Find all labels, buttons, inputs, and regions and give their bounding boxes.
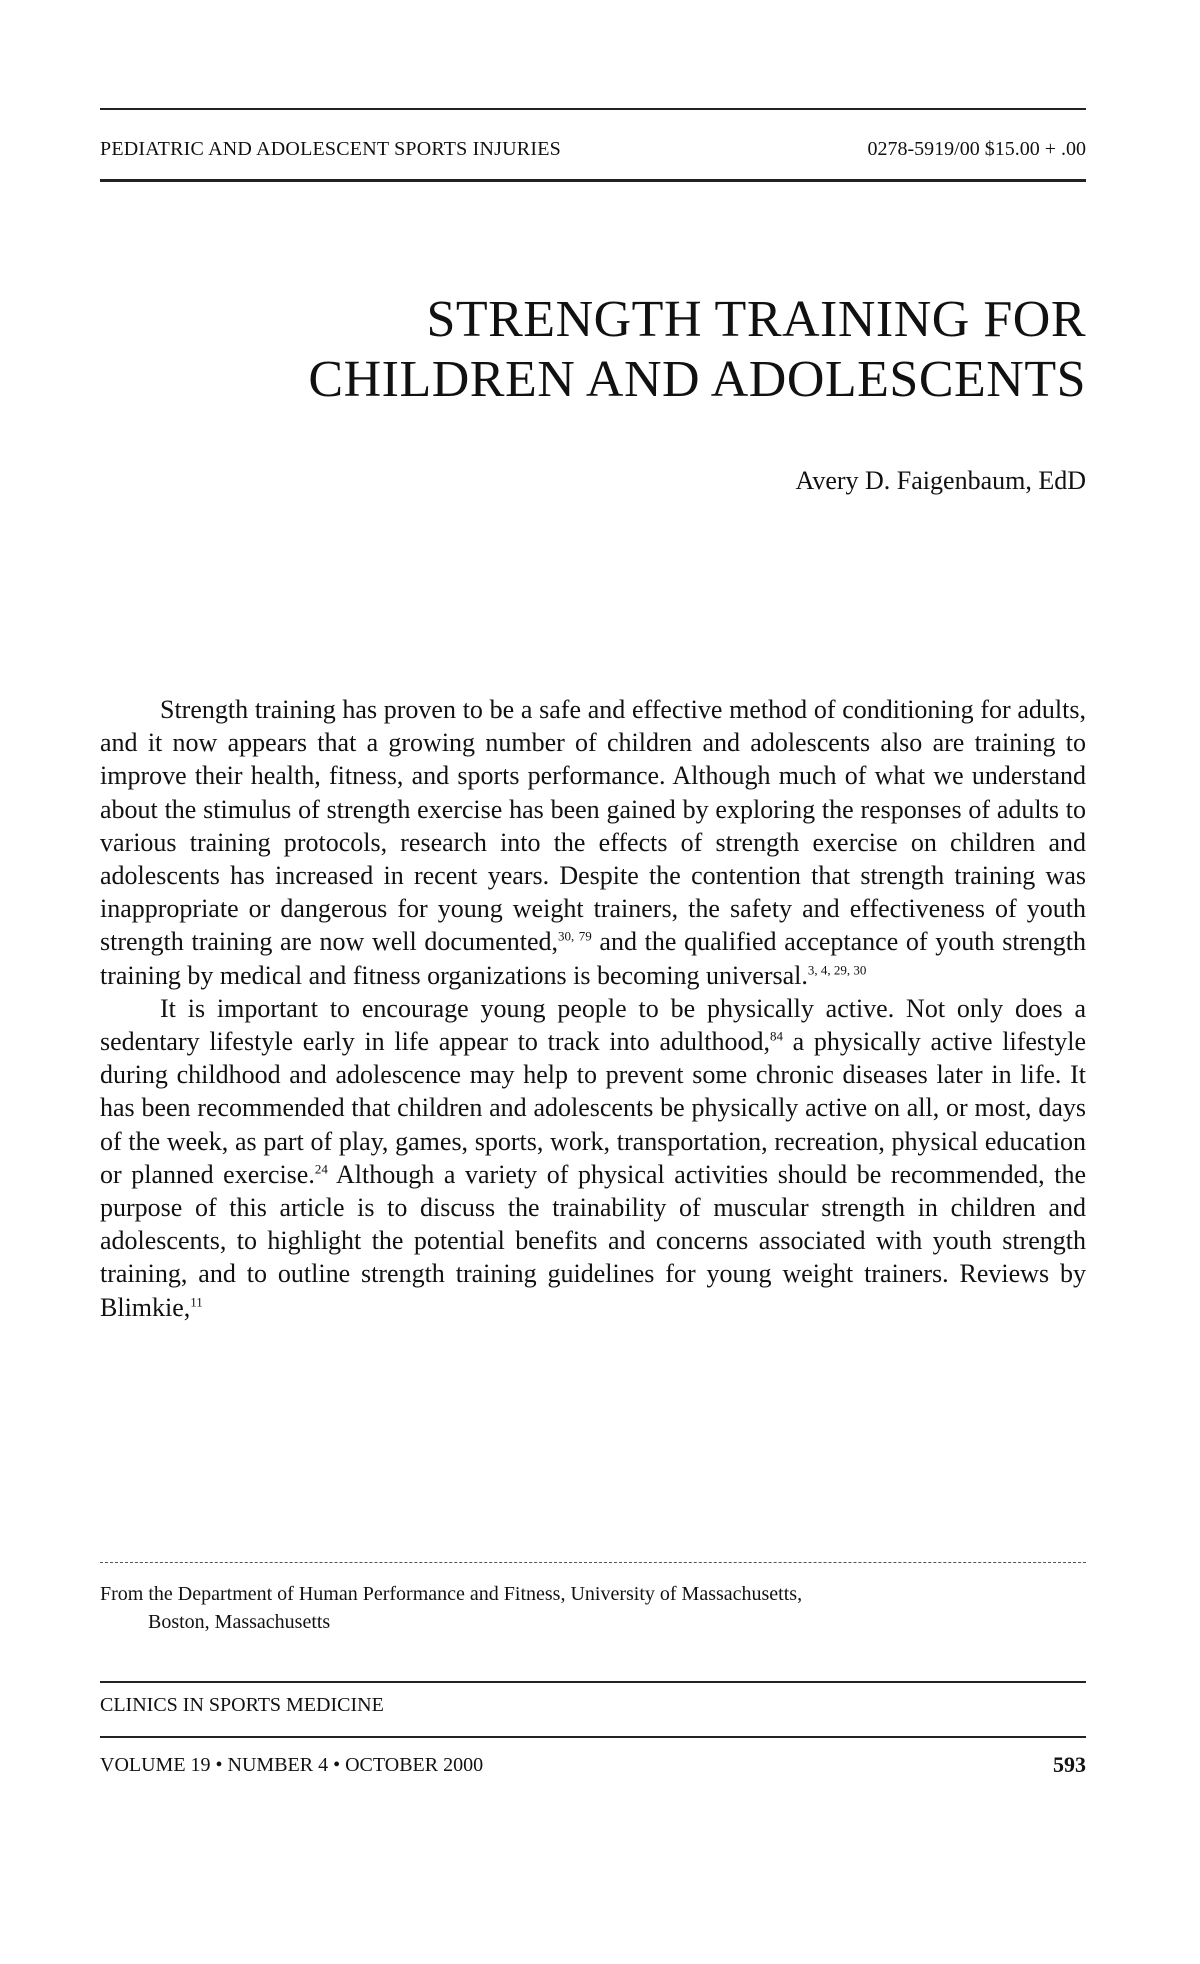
affiliation-footnote [100,1580,1086,1636]
page-number: 593 [1053,1752,1086,1777]
footer-rule-bottom [100,1736,1086,1738]
footnote-divider [100,1562,1086,1563]
paragraph-2 [100,992,1086,1324]
citation-ref: 84 [769,1028,783,1044]
title-line-1: STRENGTH TRAINING FOR [426,291,1086,348]
series-title: PEDIATRIC AND ADOLESCENT SPORTS INJURIES [100,138,561,160]
paragraph-2-text-cont: a physically active lifestyle during childhood and adolescence may help to prevent some chronic diseases later in life. It has been recommended that children and adolescents be physically active on all, or most, days of the week, as part of play, games, sports, work, transportation, recreation, physical education or planned exercise. [100,1027,1086,1189]
title-line-2: CHILDREN AND ADOLESCENTS [308,351,1086,408]
article-title [126,290,1086,410]
journal-name: CLINICS IN SPORTS MEDICINE [100,1694,384,1716]
volume-issue: VOLUME 19 • NUMBER 4 • OCTOBER 2000 [100,1754,484,1776]
paragraph-1-text: Strength training has proven to be a safe and effective method of conditioning for adults, and it now appears that a growing number of children and adolescents also are training to improve their health, fitness, and sports performance. Although much of what we understand about the stimulus of strength exercise has been gained by exploring the responses of adults to various training protocols, research into the effects of strength exercise on children and adolescents has increased in recent years. Despite the contention that strength training was inappropriate or dangerous for young weight trainers, the safety and effectiveness of youth strength training are now well documented, [100,695,1086,957]
citation-ref: 24 [314,1161,328,1177]
running-head [100,108,1086,182]
paragraph-1-text-cont: and the qualified acceptance of youth strength training by medical and fitness organizations is becoming universal. [100,927,1086,990]
citation-ref: 11 [190,1294,203,1309]
citation-ref: 30, 79 [558,928,592,944]
footer-rule-top [100,1681,1086,1683]
paragraph-2-text-end: Although a variety of physical activities should be recommended, the purpose of this article is to discuss the trainability of muscular strength in children and adolescents, to highlight the potential benefits and concerns associated with youth strength training, and to outline strength training guidelines for young weight trainers. Reviews by Blimkie, [100,1159,1086,1322]
author-byline: Avery D. Faigenbaum, EdD [795,466,1086,495]
footnote-line-1: From the Department of Human Performance and Fitness, University of Massachusetts, [100,1583,803,1605]
citation-ref: 3, 4, 29, 30 [807,961,867,977]
paragraph-2-text: It is important to encourage young people to be physically active. Not only does a sedentary lifestyle early in life appear to track into adulthood, [100,993,1086,1057]
paragraph-1 [100,693,1086,992]
article-body [100,693,1086,1324]
footnote-line-2: Boston, Massachusetts [148,1611,331,1633]
price-code: 0278-5919/00 $15.00 + .00 [867,138,1086,160]
